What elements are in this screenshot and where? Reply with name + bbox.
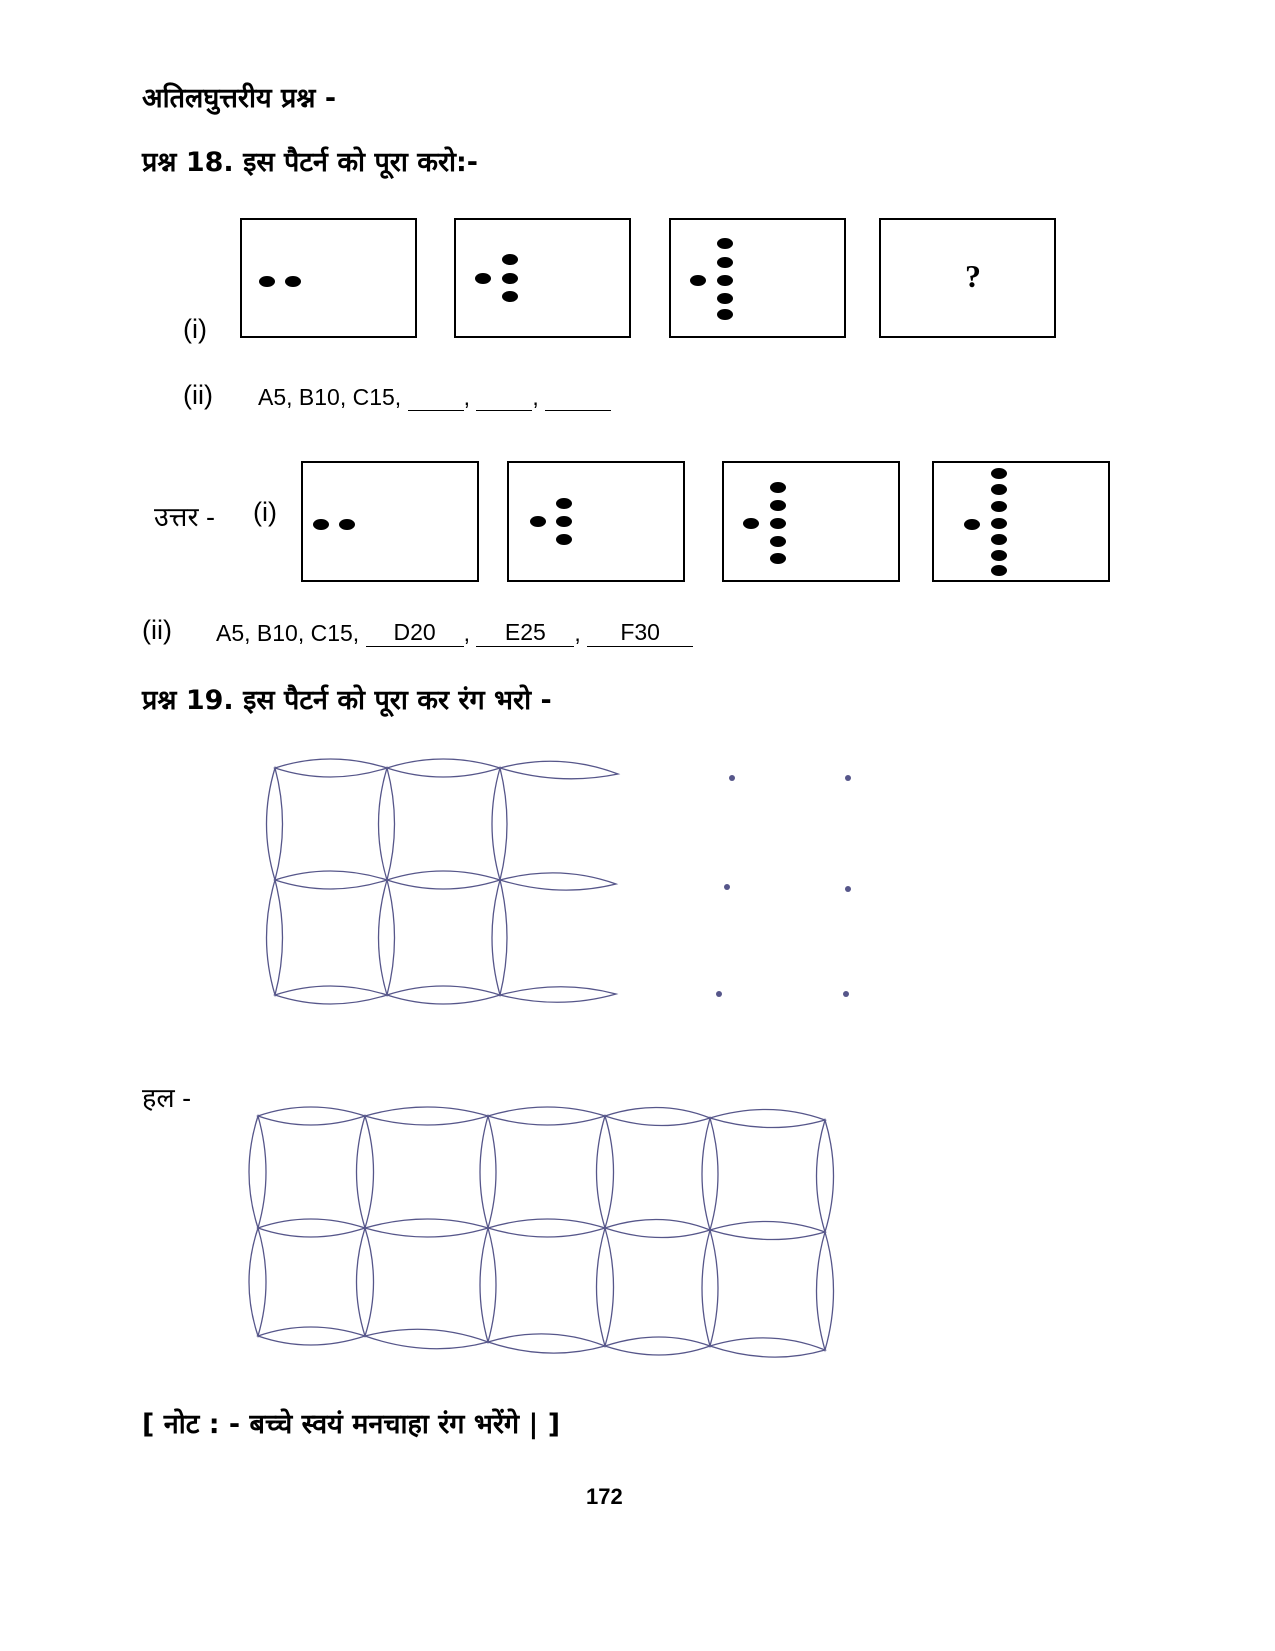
dot (556, 516, 572, 527)
guide-dot (843, 991, 849, 997)
dot (991, 550, 1007, 561)
answer-fill-3: F30 (587, 619, 693, 647)
dot (991, 468, 1007, 479)
dot (313, 519, 329, 530)
dot (743, 518, 759, 529)
dot (770, 536, 786, 547)
dot (475, 273, 491, 284)
question-19-title: प्रश्न 19. इस पैटर्न को पूरा कर रंग भरो - (142, 685, 552, 716)
dot (339, 519, 355, 530)
answer-box-4 (932, 461, 1110, 582)
section-heading: अतिलघुत्तरीय प्रश्न - (142, 83, 337, 114)
dot (964, 519, 980, 530)
q18-sequence-line (258, 384, 611, 411)
dot (502, 291, 518, 302)
pattern-box-2 (454, 218, 631, 338)
note-text: [ नोट : - बच्चे स्वयं मनचाहा रंग भरेंगे | ] (142, 1409, 561, 1440)
q18-part-i-label: (i) (183, 314, 207, 344)
dot (690, 275, 706, 286)
completed-lens-pattern (240, 1098, 850, 1368)
dot (556, 498, 572, 509)
dot (991, 534, 1007, 545)
answer-box-3 (722, 461, 900, 582)
pattern-box-unknown (879, 218, 1056, 338)
separator: , (463, 384, 470, 410)
q18-part-ii-label: (ii) (183, 380, 213, 410)
dot (717, 275, 733, 286)
dot (717, 293, 733, 304)
separator: , (574, 620, 581, 646)
guide-dot (729, 775, 735, 781)
question-mark: ? (965, 258, 981, 294)
pattern-box-1 (240, 218, 417, 338)
answer-part-i-label: (i) (253, 497, 277, 527)
answer-box-1 (301, 461, 479, 582)
answer-sequence-line (216, 619, 693, 647)
dot (770, 482, 786, 493)
dot (991, 501, 1007, 512)
separator: , (532, 384, 539, 410)
sequence-text: A5, B10, C15, (258, 384, 402, 410)
guide-dot (845, 886, 851, 892)
pattern-box-3 (669, 218, 846, 338)
incomplete-lens-pattern (260, 750, 880, 1020)
dot (285, 276, 301, 287)
blank-1[interactable] (408, 386, 464, 411)
guide-dot (845, 775, 851, 781)
answer-box-2 (507, 461, 685, 582)
dot (991, 565, 1007, 576)
dot (530, 516, 546, 527)
dot (717, 309, 733, 320)
dot (502, 273, 518, 284)
dot (991, 518, 1007, 529)
page-number: 172 (586, 1484, 623, 1509)
dot (556, 534, 572, 545)
dot (991, 484, 1007, 495)
dot (770, 500, 786, 511)
blank-2[interactable] (476, 386, 532, 411)
sequence-text: A5, B10, C15, (216, 620, 360, 646)
guide-dot (724, 884, 730, 890)
dot (770, 553, 786, 564)
separator: , (463, 620, 470, 646)
solution-label: हल - (142, 1083, 192, 1113)
answer-fill-1: D20 (366, 619, 464, 647)
dot (770, 518, 786, 529)
answer-label: उत्तर - (154, 502, 215, 532)
blank-3[interactable] (545, 386, 611, 411)
dot (259, 276, 275, 287)
answer-fill-2: E25 (476, 619, 574, 647)
dot (717, 238, 733, 249)
dot (502, 254, 518, 265)
answer-part-ii-label: (ii) (142, 615, 172, 645)
question-18-title: प्रश्न 18. इस पैटर्न को पूरा करो:- (142, 147, 478, 178)
dot (717, 257, 733, 268)
guide-dot (716, 991, 722, 997)
